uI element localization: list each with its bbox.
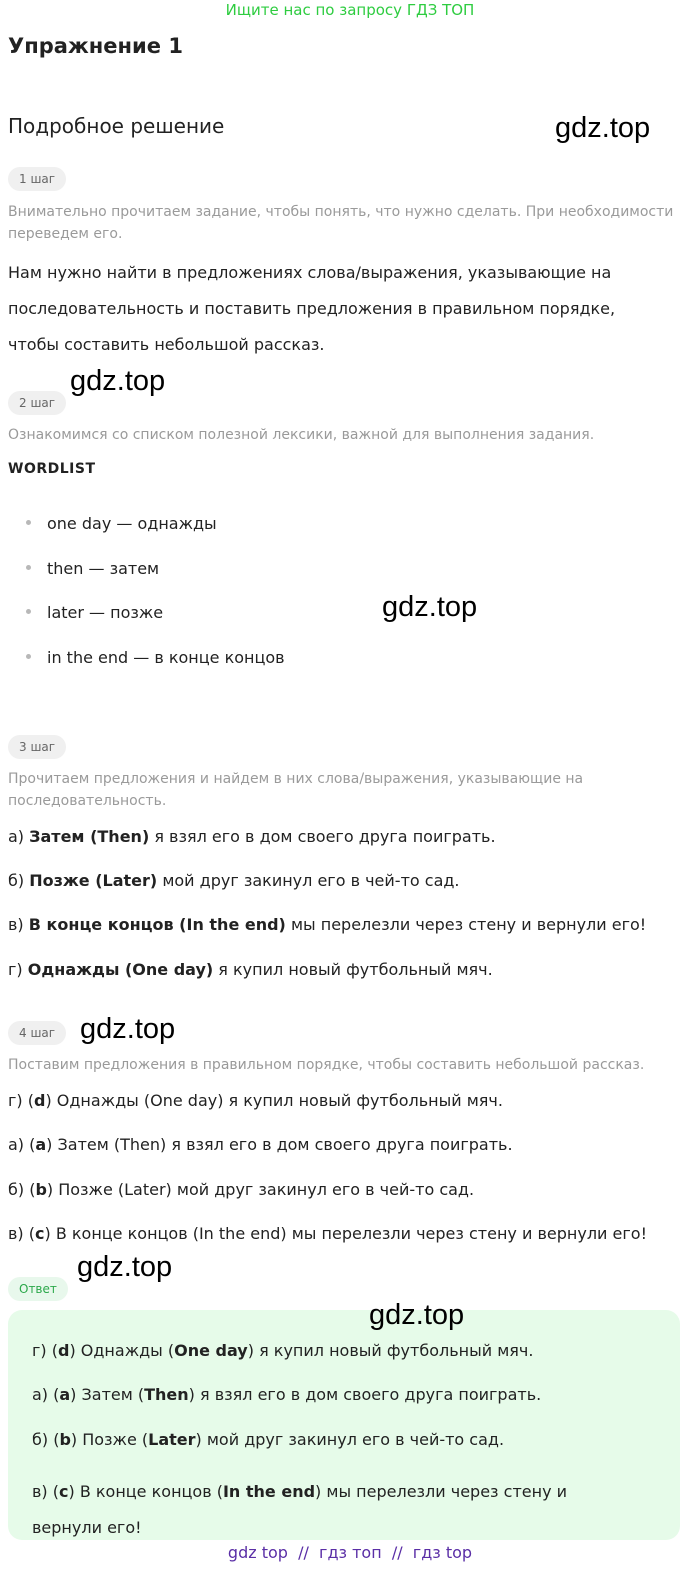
list-item — [26, 513, 217, 535]
section-subtitle: Подробное решение — [8, 114, 225, 138]
footer-links: gdz top // гдз топ // гдз top — [227, 1543, 473, 1562]
sentence-line: б) (b) Позже (Later) мой друг закинул его в чей-то сад. — [8, 1180, 475, 1199]
answer-line: в) (c) В конце концов (In the end) мы перелезли через стену и вернули его! — [32, 1482, 568, 1537]
word-entry: later — позже — [47, 603, 164, 622]
watermark: gdz.top — [369, 1299, 465, 1331]
sentence-line: в) В конце концов (In the end) мы перелезли через стену и вернули его! — [8, 915, 647, 934]
word-entry: in the end — в конце концов — [47, 648, 285, 667]
bullet-icon — [26, 609, 31, 614]
answer-badge: Ответ — [8, 1277, 68, 1301]
bullet-icon — [26, 565, 31, 570]
answer-line: г) (d) Однажды (One day) я купил новый футбольный мяч. — [32, 1341, 534, 1360]
sentence-line: в) (c) В конце концов (In the end) мы перелезли через стену и вернули его! — [8, 1224, 647, 1243]
watermark: gdz.top — [555, 112, 651, 144]
list-item — [26, 647, 285, 669]
sentence-line: б) Позже (Later) мой друг закинул его в чей-то сад. — [8, 871, 460, 890]
step-badge: 4 шаг — [8, 1021, 66, 1045]
page-title: Упражнение 1 — [8, 34, 183, 58]
bullet-icon — [26, 520, 31, 525]
step-badge: 2 шаг — [8, 391, 66, 415]
list-item — [26, 558, 159, 580]
word-entry: then — затем — [47, 559, 160, 578]
watermark: gdz.top — [77, 1251, 173, 1283]
step-badge: 3 шаг — [8, 735, 66, 759]
sentence-line: а) (a) Затем (Then) я взял его в дом своего друга поиграть. — [8, 1135, 513, 1154]
top-banner: Ищите нас по запросу ГДЗ ТОП — [225, 1, 475, 19]
watermark: gdz.top — [70, 365, 166, 397]
step-text: Нам нужно найти в предложениях слова/выражения, указывающие на последовательность и поставить предложения в правильном порядке, чтобы составить небольшой рассказ. — [8, 263, 616, 354]
bullet-icon — [26, 654, 31, 659]
watermark: gdz.top — [382, 591, 478, 623]
sentence-line: г) (d) Однажды (One day) я купил новый футбольный мяч. — [8, 1091, 503, 1110]
step-hint: Ознакомимся со списком полезной лексики, важной для выполнения задания. — [8, 427, 595, 443]
watermark: gdz.top — [80, 1013, 176, 1045]
step-badge: 1 шаг — [8, 167, 66, 191]
answer-line: б) (b) Позже (Later) мой друг закинул его в чей-то сад. — [32, 1430, 505, 1449]
step-hint: Поставим предложения в правильном порядке, чтобы составить небольшой рассказ. — [8, 1057, 645, 1073]
word-entry: one day — однажды — [47, 514, 217, 533]
answer-line: а) (a) Затем (Then) я взял его в дом своего друга поиграть. — [32, 1385, 542, 1404]
wordlist-title: WORDLIST — [8, 461, 96, 477]
list-item — [26, 602, 163, 624]
sentence-line: а) Затем (Then) я взял его в дом своего друга поиграть. — [8, 827, 496, 846]
sentence-line: г) Однажды (One day) я купил новый футбольный мяч. — [8, 960, 493, 979]
step-hint: Внимательно прочитаем задание, чтобы понять, что нужно сделать. При необходимости переведем его. — [8, 204, 674, 242]
step-hint: Прочитаем предложения и найдем в них слова/выражения, указывающие на последовательность. — [8, 771, 584, 809]
